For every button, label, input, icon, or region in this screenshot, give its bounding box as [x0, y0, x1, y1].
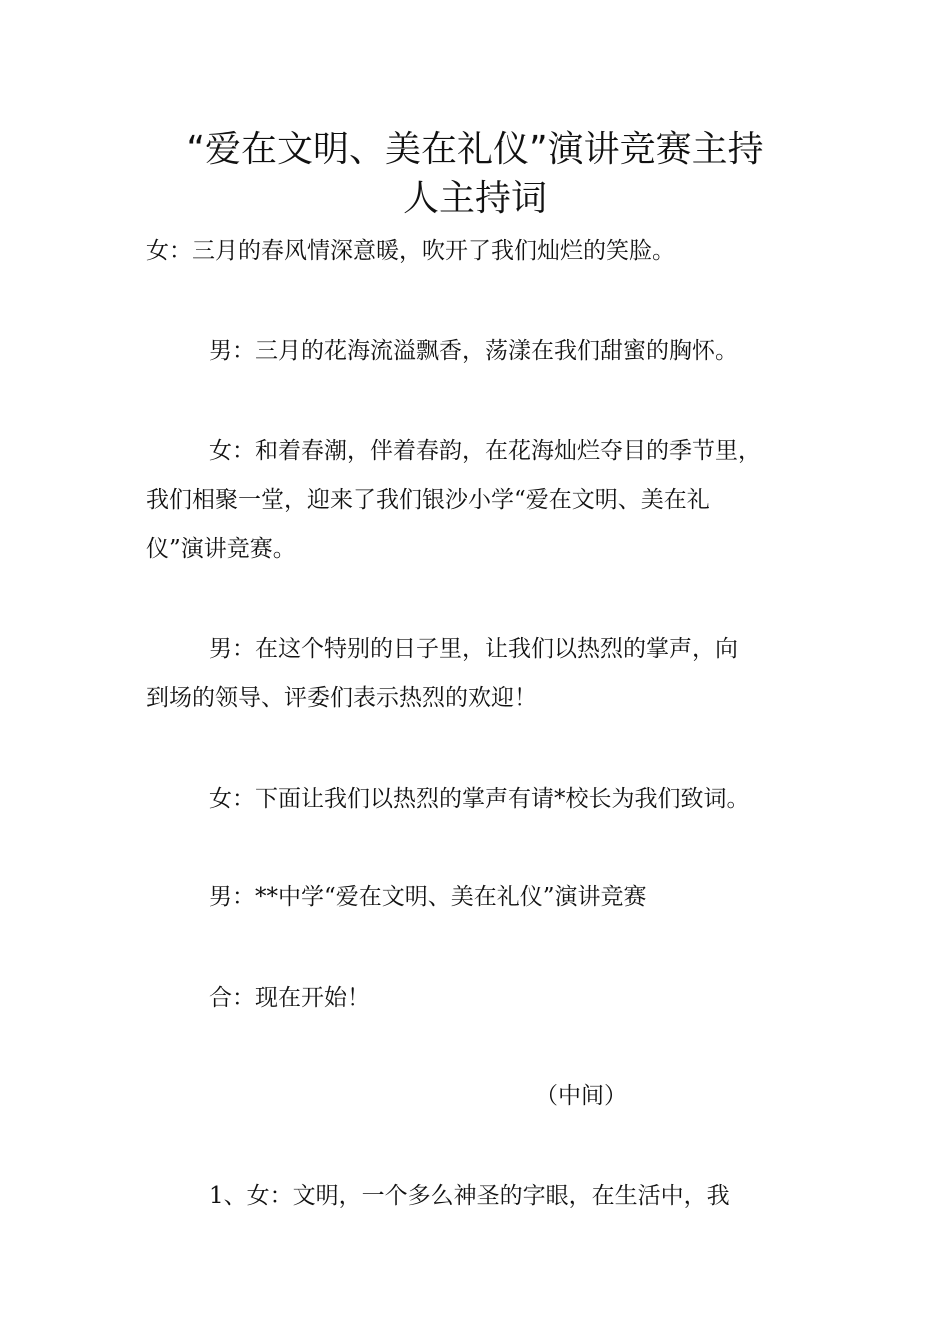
dialogue-line-female-2-cont-2: 仪”演讲竞赛。 — [146, 536, 296, 562]
dialogue-line-male-2: 男：在这个特别的日子里，让我们以热烈的掌声，向 — [209, 636, 738, 662]
document-title-line-2: 人主持词 — [402, 178, 547, 219]
section-heading-middle: （中间） — [535, 1083, 627, 1109]
document-title-line-1: “爱在文明、美在礼仪”演讲竞赛主持 — [186, 129, 764, 170]
dialogue-line-female-2: 女：和着春潮，伴着春韵，在花海灿烂夺目的季节里， — [209, 438, 761, 464]
dialogue-line-numbered-1: 1、女：文明，一个多么神圣的字眼，在生活中，我 — [209, 1183, 730, 1209]
dialogue-line-male-3: 男：**中学“爱在文明、美在礼仪”演讲竞赛 — [209, 884, 647, 910]
dialogue-line-together: 合：现在开始！ — [209, 985, 370, 1011]
dialogue-line-male-2-cont: 到场的领导、评委们表示热烈的欢迎！ — [146, 685, 537, 711]
dialogue-line-female-1: 女：三月的春风情深意暖，吹开了我们灿烂的笑脸。 — [146, 238, 675, 264]
dialogue-line-female-3: 女：下面让我们以热烈的掌声有请*校长为我们致词。 — [209, 786, 750, 812]
dialogue-line-female-2-cont-1: 我们相聚一堂，迎来了我们银沙小学“爱在文明、美在礼 — [146, 487, 710, 513]
dialogue-line-male-1: 男：三月的花海流溢飘香，荡漾在我们甜蜜的胸怀。 — [209, 338, 738, 364]
